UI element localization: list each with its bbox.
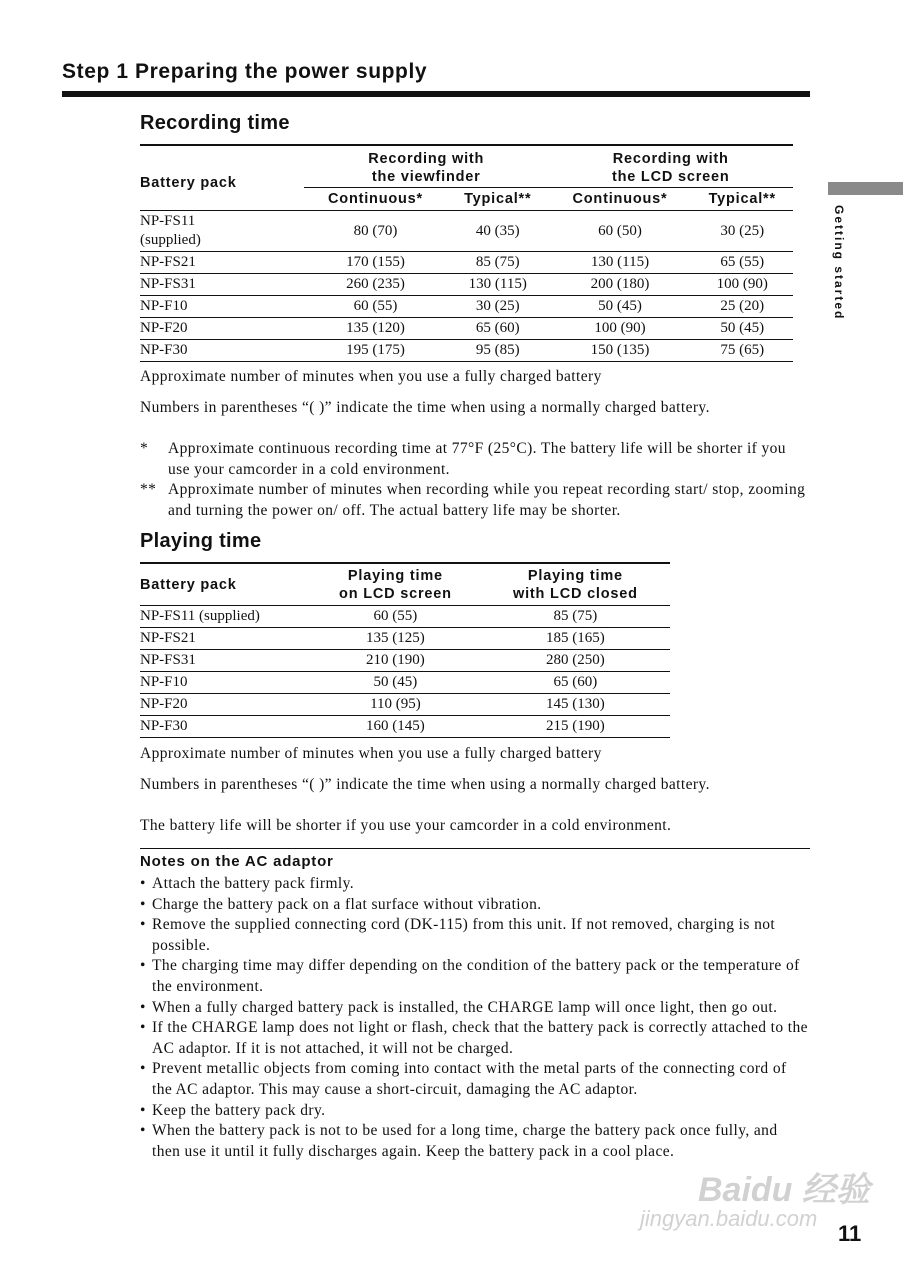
table-cell: 60 (50)	[598, 222, 642, 239]
list-item	[140, 874, 810, 895]
recording-approx-note: Approximate number of minutes when you use a fully charged battery	[140, 368, 602, 385]
battery-name: NP-F20	[140, 696, 188, 712]
battery-name: NP-FS11 (supplied)	[140, 608, 260, 624]
table-cell: 65 (60)	[475, 320, 520, 336]
footnote-text: Approximate number of minutes when recording while you repeat recording start/ stop, zooming and turning the power on/ off. The actual battery life may be shorter.	[168, 481, 806, 519]
playing-cold-note: The battery life will be shorter if you use your camcorder in a cold environment.	[140, 817, 672, 834]
bullet: •	[140, 1122, 146, 1140]
table-cell: 65 (60)	[553, 674, 598, 690]
table-cell: 95 (85)	[475, 342, 520, 358]
group-lcd-line2: the LCD screen	[611, 169, 730, 185]
watermark-logo: Baidu 经验	[698, 1171, 870, 1209]
col-lcd-closed-line2: with LCD closed	[513, 586, 638, 602]
battery-name	[140, 211, 304, 252]
note-text: Charge the battery pack on a flat surface without vibration.	[152, 895, 542, 913]
recording-time-table	[140, 144, 793, 362]
footnote-text: Approximate continuous recording time at 77°F (25°C). The battery life will be shorter if you use your camcorder in a cold environment.	[168, 440, 786, 478]
battery-name-line: NP-FS11	[140, 213, 196, 229]
col-continuous-lcd: Continuous*	[548, 188, 691, 211]
col-typical-lcd: Typical**	[692, 188, 793, 211]
table-cell: 100 (90)	[594, 320, 646, 336]
table-row	[140, 650, 670, 672]
table-cell: 170 (155)	[346, 254, 405, 270]
col-typical-vf: Typical**	[447, 188, 548, 211]
playing-time-table	[140, 562, 670, 738]
group-viewfinder-line2: the viewfinder	[371, 169, 481, 185]
table-cell: 50 (45)	[598, 298, 642, 314]
notes-heading: Notes on the AC adaptor	[140, 853, 334, 870]
side-tab-bar	[828, 182, 903, 195]
battery-name: NP-FS31	[140, 276, 196, 292]
col-battery-pack: Battery pack	[140, 576, 237, 593]
table-cell: 210 (190)	[366, 652, 425, 668]
table-cell: 25 (20)	[720, 298, 765, 314]
note-text: Prevent metallic objects from coming into contact with the metal parts of the connecting cord of the AC adaptor. This may cause a short-circuit, damaging the AC adaptor.	[152, 1060, 787, 1098]
table-cell: 30 (25)	[475, 298, 520, 314]
recording-parentheses-note: Numbers in parentheses “( )” indicate the time when using a normally charged battery.	[140, 399, 710, 416]
table-cell: 215 (190)	[546, 718, 605, 734]
table-cell: 80 (70)	[353, 222, 398, 239]
list-item	[140, 1121, 810, 1162]
table-cell: 50 (45)	[720, 320, 765, 336]
footnote-mark: **	[140, 481, 157, 498]
table-row	[140, 716, 670, 738]
bullet: •	[140, 1019, 146, 1037]
col-battery-pack: Battery pack	[140, 174, 237, 191]
list-item	[140, 998, 810, 1019]
battery-name: NP-FS21	[140, 630, 196, 646]
table-cell: 150 (135)	[590, 342, 650, 358]
note-text: If the CHARGE lamp does not light or flash, check that the battery pack is correctly attached to the AC adaptor. If it is not attached, it will not be charged.	[152, 1019, 808, 1057]
battery-name: NP-F20	[140, 320, 188, 336]
watermark-url: jingyan.baidu.com	[640, 1206, 818, 1231]
table-cell: 40 (35)	[475, 222, 520, 239]
note-text: When a fully charged battery pack is installed, the CHARGE lamp will once light, then go out.	[152, 998, 778, 1016]
battery-name: NP-FS31	[140, 652, 196, 668]
list-item	[140, 956, 810, 997]
group-lcd-line1: Recording with	[612, 151, 729, 167]
recording-header-row	[140, 145, 793, 188]
col-group-lcd	[548, 145, 793, 188]
table-cell: 135 (120)	[346, 320, 405, 336]
note-text: When the battery pack is not to be used for a long time, charge the battery pack once fully, and then use it until it fully discharges again. Keep the battery pack in a cool place.	[152, 1122, 778, 1160]
list-item	[140, 895, 810, 916]
table-cell: 200 (180)	[590, 276, 650, 292]
battery-name: NP-F10	[140, 674, 188, 690]
note-text: Remove the supplied connecting cord (DK-115) from this unit. If not removed, charging is not possible.	[152, 916, 776, 954]
table-cell: 260 (235)	[346, 276, 405, 292]
playing-parentheses-note: Numbers in parentheses “( )” indicate the time when using a normally charged battery.	[140, 776, 710, 793]
table-cell: 65 (55)	[720, 254, 765, 270]
col-lcd-closed-line1: Playing time	[527, 568, 623, 584]
bullet: •	[140, 916, 146, 934]
table-cell: 145 (130)	[546, 696, 605, 712]
note-text: The charging time may differ depending on the condition of the battery pack or the temperature of the environment.	[152, 957, 800, 995]
table-cell: 85 (75)	[553, 608, 598, 624]
bullet: •	[140, 875, 146, 892]
notes-divider	[140, 848, 810, 849]
table-cell: 110 (95)	[370, 696, 421, 712]
note-text: Attach the battery pack firmly.	[152, 875, 355, 892]
footnote-mark: *	[140, 440, 149, 457]
recording-heading: Recording time	[140, 112, 290, 134]
list-item	[140, 915, 810, 956]
side-tab-label: Getting started	[832, 205, 846, 321]
col-lcd-closed	[481, 563, 670, 606]
battery-name: NP-F30	[140, 342, 188, 358]
table-cell: 50 (45)	[373, 674, 418, 690]
battery-name-line: (supplied)	[140, 232, 201, 248]
table-cell: 30 (25)	[720, 222, 765, 239]
bullet: •	[140, 998, 146, 1016]
playing-heading: Playing time	[140, 530, 262, 552]
table-cell: 160 (145)	[366, 718, 425, 734]
table-row	[140, 606, 670, 628]
table-cell: 130 (115)	[468, 276, 527, 292]
page-title: Step 1 Preparing the power supply	[62, 60, 428, 83]
table-row	[140, 694, 670, 716]
table-cell: 85 (75)	[475, 254, 520, 270]
table-row	[140, 672, 670, 694]
battery-name: NP-F30	[140, 718, 188, 734]
list-item	[140, 1059, 810, 1100]
group-viewfinder-line1: Recording with	[368, 151, 485, 167]
table-cell: 135 (125)	[366, 630, 425, 646]
bullet: •	[140, 895, 146, 913]
footnote-typical	[140, 480, 810, 521]
playing-approx-note: Approximate number of minutes when you use a fully charged battery	[140, 745, 602, 762]
table-row	[140, 340, 793, 362]
col-lcd-screen-line1: Playing time	[347, 568, 443, 584]
table-cell: 280 (250)	[546, 652, 605, 668]
table-row	[140, 296, 793, 318]
table-cell: 75 (65)	[720, 342, 765, 358]
col-group-viewfinder	[304, 145, 548, 188]
table-cell: 130 (115)	[590, 254, 650, 270]
page-number: 11	[838, 1221, 862, 1246]
footnote-continuous	[140, 439, 810, 480]
col-lcd-screen-line2: on LCD screen	[339, 586, 452, 602]
battery-name: NP-F10	[140, 298, 188, 314]
list-item	[140, 1018, 810, 1059]
table-cell: 60 (55)	[373, 608, 418, 624]
table-row	[140, 252, 793, 274]
table-cell: 60 (55)	[353, 298, 398, 314]
notes-list	[140, 874, 810, 1162]
header-rule	[62, 91, 810, 97]
bullet: •	[140, 1060, 146, 1078]
list-item	[140, 1101, 810, 1122]
col-lcd-screen	[310, 563, 481, 606]
table-cell: 195 (175)	[346, 342, 405, 358]
bullet: •	[140, 957, 146, 975]
playing-header-row	[140, 563, 670, 606]
bullet: •	[140, 1101, 146, 1119]
table-row	[140, 318, 793, 340]
table-row	[140, 628, 670, 650]
table-cell: 100 (90)	[716, 276, 768, 292]
table-cell: 185 (165)	[546, 630, 605, 646]
note-text: Keep the battery pack dry.	[152, 1101, 326, 1119]
table-row	[140, 274, 793, 296]
table-row	[140, 211, 793, 252]
battery-name: NP-FS21	[140, 254, 196, 270]
col-continuous-vf: Continuous*	[304, 188, 447, 211]
